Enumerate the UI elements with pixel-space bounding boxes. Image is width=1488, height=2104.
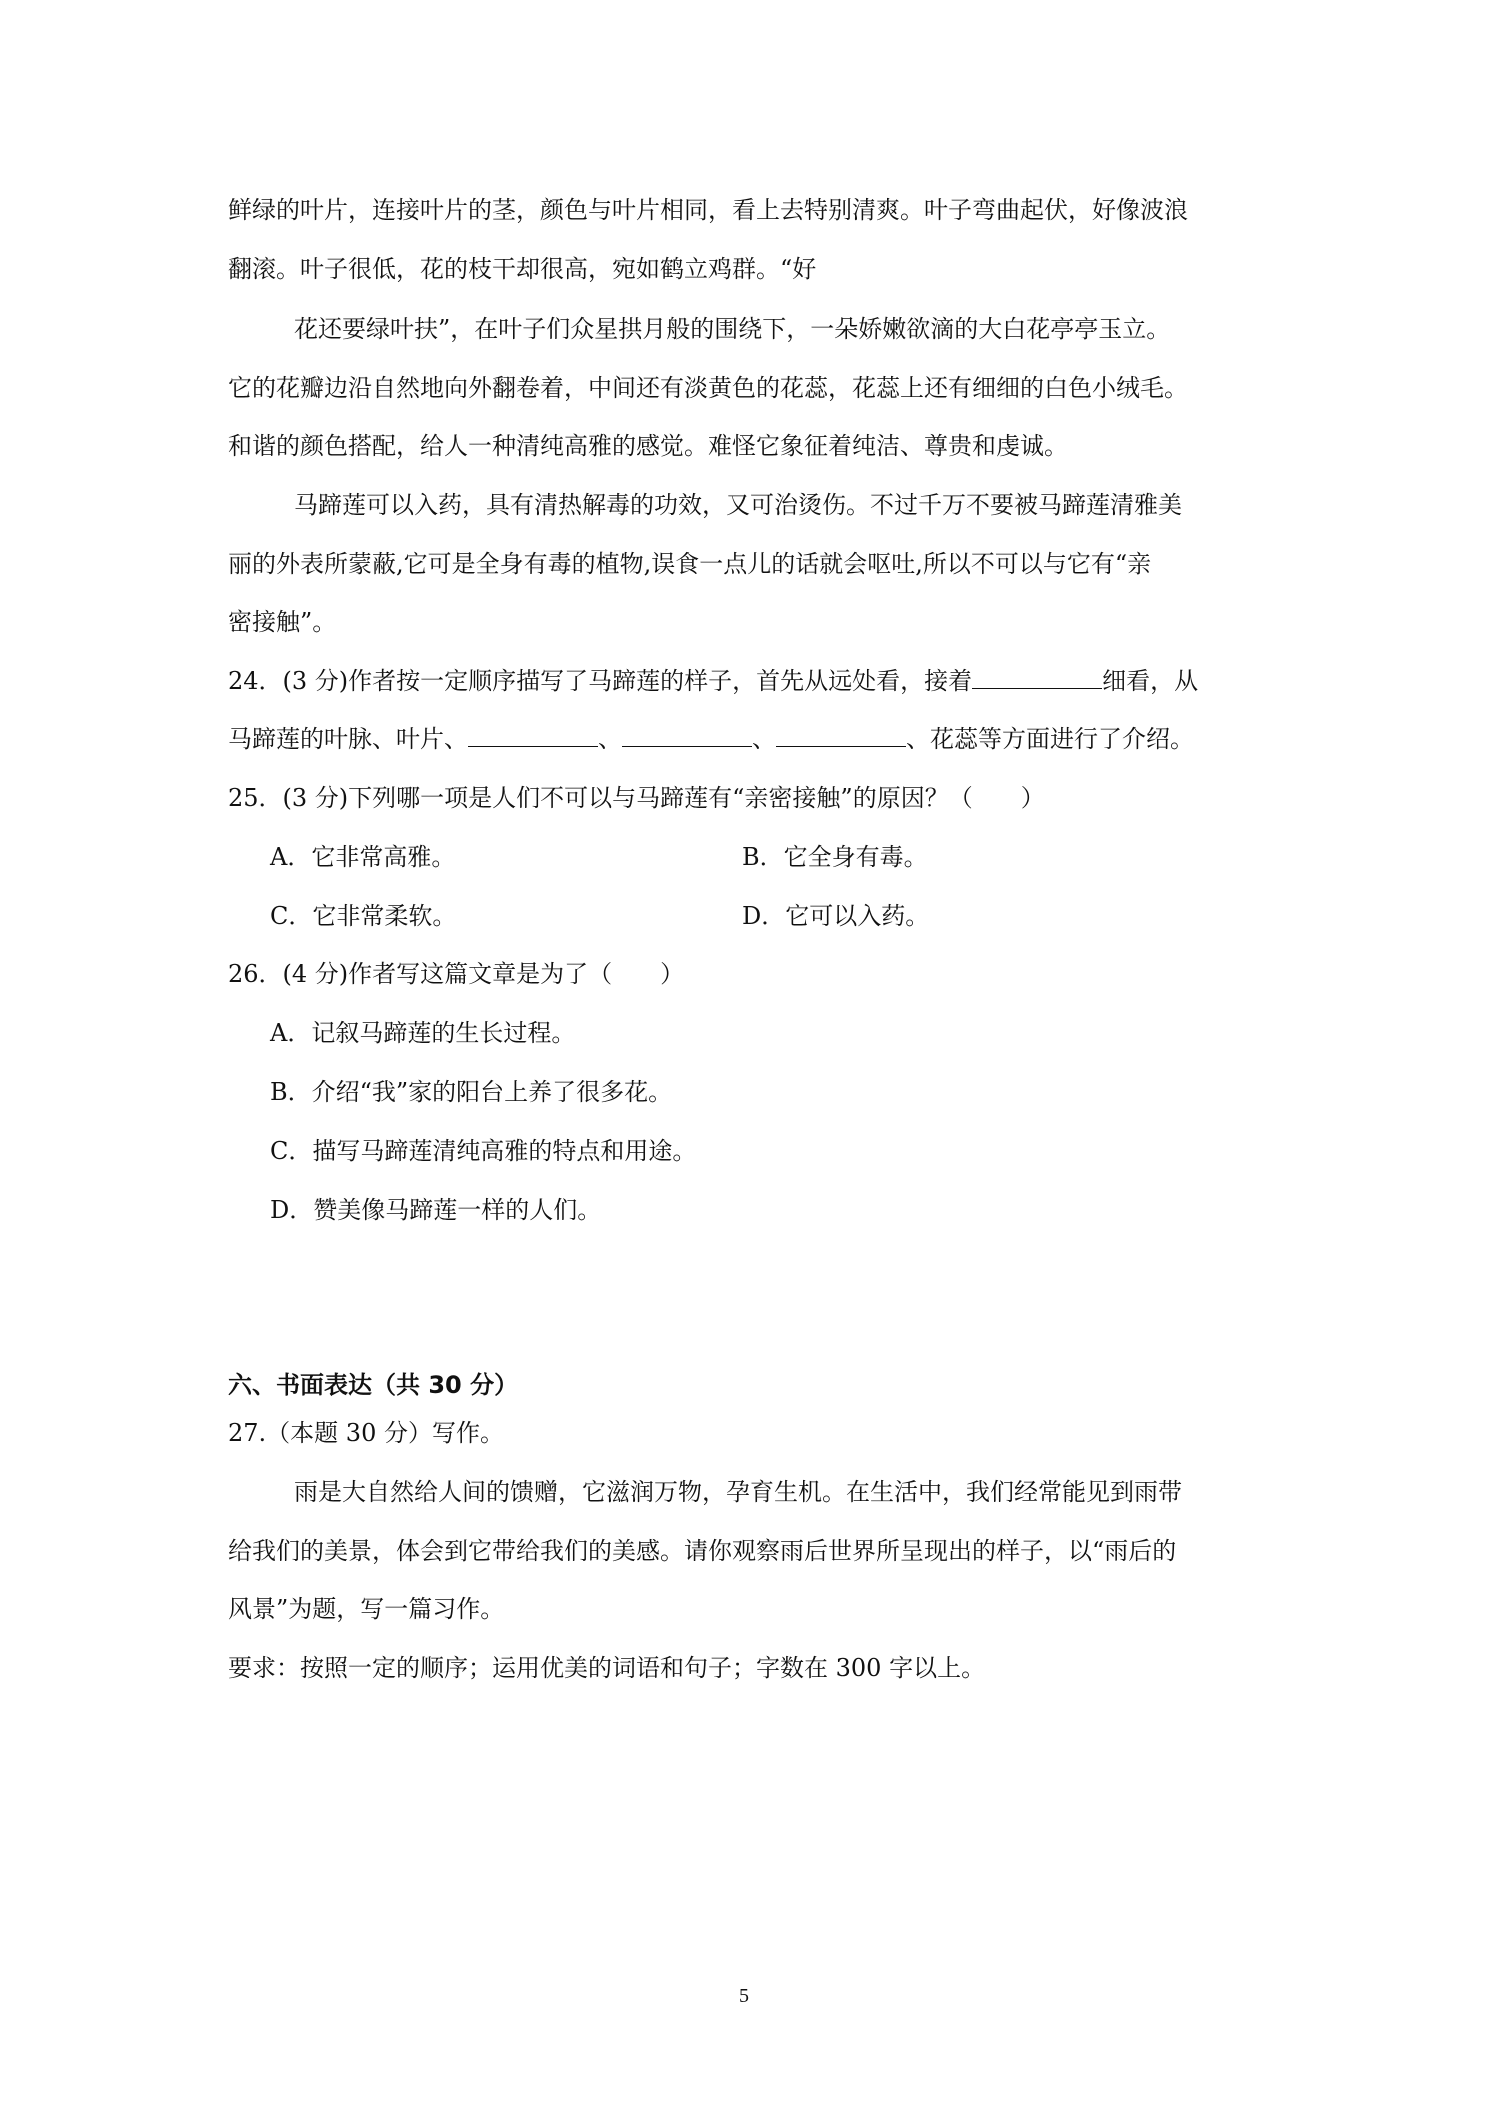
passage-line: 丽的外表所蒙蔽,它可是全身有毒的植物,误食一点儿的话就会呕吐,所以不可以与它有“亲 (228, 550, 1152, 578)
question-26-stem: 26．(4 分)作者写这篇文章是为了（ ） (228, 960, 685, 988)
passage-line: 它的花瓣边沿自然地向外翻卷着，中间还有淡黄色的花蕊，花蕊上还有细细的白色小绒毛。 (228, 374, 1188, 402)
passage-line: 鲜绿的叶片，连接叶片的茎，颜色与叶片相同，看上去特别清爽。叶子弯曲起伏，好像波浪 (228, 196, 1188, 224)
q26-option-a[interactable]: A．记叙马蹄莲的生长过程。 (270, 1019, 576, 1047)
q24-text: 、花蕊等方面进行了介绍。 (906, 725, 1194, 753)
q24-sep: 、 (752, 725, 776, 753)
q25-option-c[interactable]: C．它非常柔软。 (270, 902, 457, 930)
question-27-title: 27.（本题 30 分）写作。 (228, 1419, 504, 1447)
passage-line: 密接触”。 (228, 608, 337, 636)
question-24-line1 (228, 666, 1198, 696)
writing-prompt-line: 给我们的美景，体会到它带给我们的美感。请你观察雨后世界所呈现出的样子，以“雨后的 (228, 1537, 1177, 1565)
passage-line: 花还要绿叶扶”，在叶子们众星拱月般的围绕下，一朵娇嫩欲滴的大白花亭亭玉立。 (294, 315, 1171, 343)
answer-blank[interactable] (468, 724, 598, 747)
writing-requirement: 要求：按照一定的顺序；运用优美的词语和句子；字数在 300 字以上。 (228, 1654, 986, 1682)
q25-option-d[interactable]: D．它可以入药。 (742, 902, 930, 930)
answer-blank[interactable] (622, 724, 752, 747)
writing-prompt-line: 风景”为题，写一篇习作。 (228, 1595, 505, 1623)
question-24-line2 (228, 724, 1194, 754)
q25-option-a[interactable]: A．它非常高雅。 (270, 843, 456, 871)
q24-text: 马蹄莲的叶脉、叶片、 (228, 725, 468, 753)
section-6-heading: 六、书面表达（共 30 分） (228, 1371, 519, 1399)
q24-text: 细看，从 (1102, 667, 1199, 695)
answer-blank[interactable] (776, 724, 906, 747)
q25-option-b[interactable]: B．它全身有毒。 (742, 843, 928, 871)
q24-sep: 、 (598, 725, 622, 753)
page-number: 5 (739, 1985, 749, 2007)
question-25-stem: 25．(3 分)下列哪一项是人们不可以与马蹄莲有“亲密接触”的原因？（ ） (228, 784, 1045, 812)
q24-text: 24．(3 分)作者按一定顺序描写了马蹄莲的样子，首先从远处看，接着 (228, 667, 973, 695)
writing-prompt-line: 雨是大自然给人间的馈赠，它滋润万物，孕育生机。在生活中，我们经常能见到雨带 (294, 1478, 1182, 1506)
passage-line: 和谐的颜色搭配，给人一种清纯高雅的感觉。难怪它象征着纯洁、尊贵和虔诚。 (228, 432, 1068, 460)
answer-blank[interactable] (972, 666, 1102, 689)
passage-line: 马蹄莲可以入药，具有清热解毒的功效，又可治烫伤。不过千万不要被马蹄莲清雅美 (294, 491, 1182, 519)
passage-line: 翻滚。叶子很低，花的枝干却很高，宛如鹤立鸡群。“好 (228, 255, 817, 283)
q26-option-d[interactable]: D．赞美像马蹄莲一样的人们。 (270, 1196, 602, 1224)
q26-option-b[interactable]: B．介绍“我”家的阳台上养了很多花。 (270, 1078, 673, 1106)
q26-option-c[interactable]: C．描写马蹄莲清纯高雅的特点和用途。 (270, 1137, 697, 1165)
